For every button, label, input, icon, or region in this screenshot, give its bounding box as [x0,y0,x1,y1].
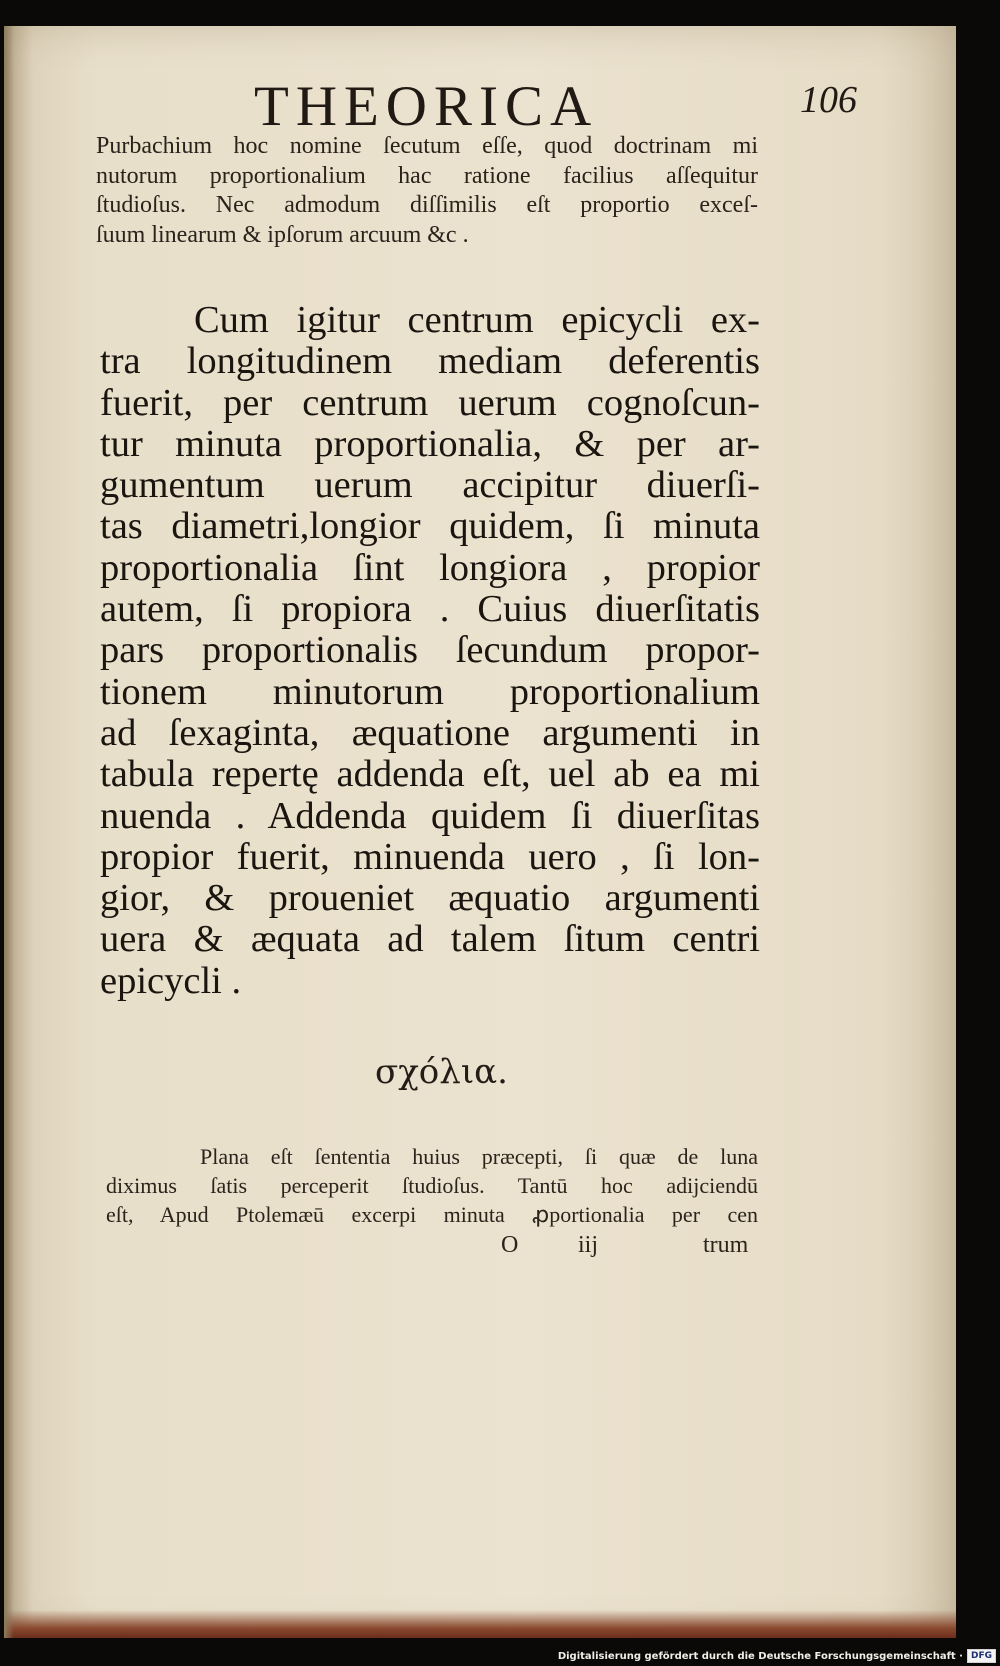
digitization-credit [558,1649,996,1663]
main-line: tur minuta proportionalia, & per ar- [100,422,760,465]
main-line: nuenda . Addenda quidem ſi diuerſitas [100,794,760,837]
main-line: tas diametri,longior quidem, ſi minuta [100,505,760,548]
main-line: tra longitudinem mediam deferentis [100,340,760,383]
main-line: epicycli . [100,959,242,1002]
signature-mark: O [501,1232,519,1258]
main-line: tionem minutorum proportionalium [100,670,760,713]
intro-line: ſuum linearum & ipſorum arcuum &c . [96,221,469,248]
intro-line: nutorum proportionalium hac ratione facilius aſſequitur [96,162,758,189]
running-head: THEORICA [254,75,599,138]
scholia-line: eſt, Apud Ptolemæū excerpi minuta ꝓportionalia per cen [106,1201,758,1227]
intro-paragraph [96,132,758,250]
main-line: Cum igitur centrum epicycli ex- [194,299,760,341]
signature-number: iij [578,1232,599,1258]
scholia-line: Plana eſt ſententia huius præcepti, ſi quæ de luna [200,1144,758,1169]
main-line: propior fuerit, minuenda uero , ſi lon- [100,835,760,878]
dfg-logo: DFG [967,1649,996,1663]
intro-line: Purbachium hoc nomine ſecutum eſſe, quod doctrinam mi [96,133,758,159]
main-paragraph [100,300,760,1002]
intro-line: ſtudioſus. Nec admodum diſſimilis eſt proportio exceſ- [96,192,758,218]
main-line: autem, ſi propiora . Cuius diuerſitatis [100,588,760,631]
main-line: uera & æquata ad talem ſitum centri [100,918,760,961]
main-line: tabula repertę addenda eſt, uel ab ea mi [100,753,760,796]
main-line: fuerit, per centrum uerum cognoſcun- [100,381,760,424]
main-line: proportionalia ſint longiora , propior [100,546,760,589]
folio-number: 106 [800,79,857,121]
scholia-line: diximus ſatis perceperit ſtudioſus. Tantū hoc adijciendū [106,1172,758,1198]
catchword: trum [703,1232,749,1258]
scholia-paragraph [106,1143,758,1229]
page-left-edge [4,26,14,1638]
main-line: gior, & proueniet æquatio argumenti [100,877,760,920]
main-line: ad ſexaginta, æquatione argumenti in [100,711,760,754]
main-line: gumentum uerum accipitur diuerſi- [100,464,760,507]
scholia-heading: σχόλια. [375,1052,508,1092]
credit-text: Digitalisierung gefördert durch die Deutsche Forschungsgemeinschaft · [557,1650,963,1662]
main-line: pars proportionalis ſecundum propor- [100,629,760,672]
